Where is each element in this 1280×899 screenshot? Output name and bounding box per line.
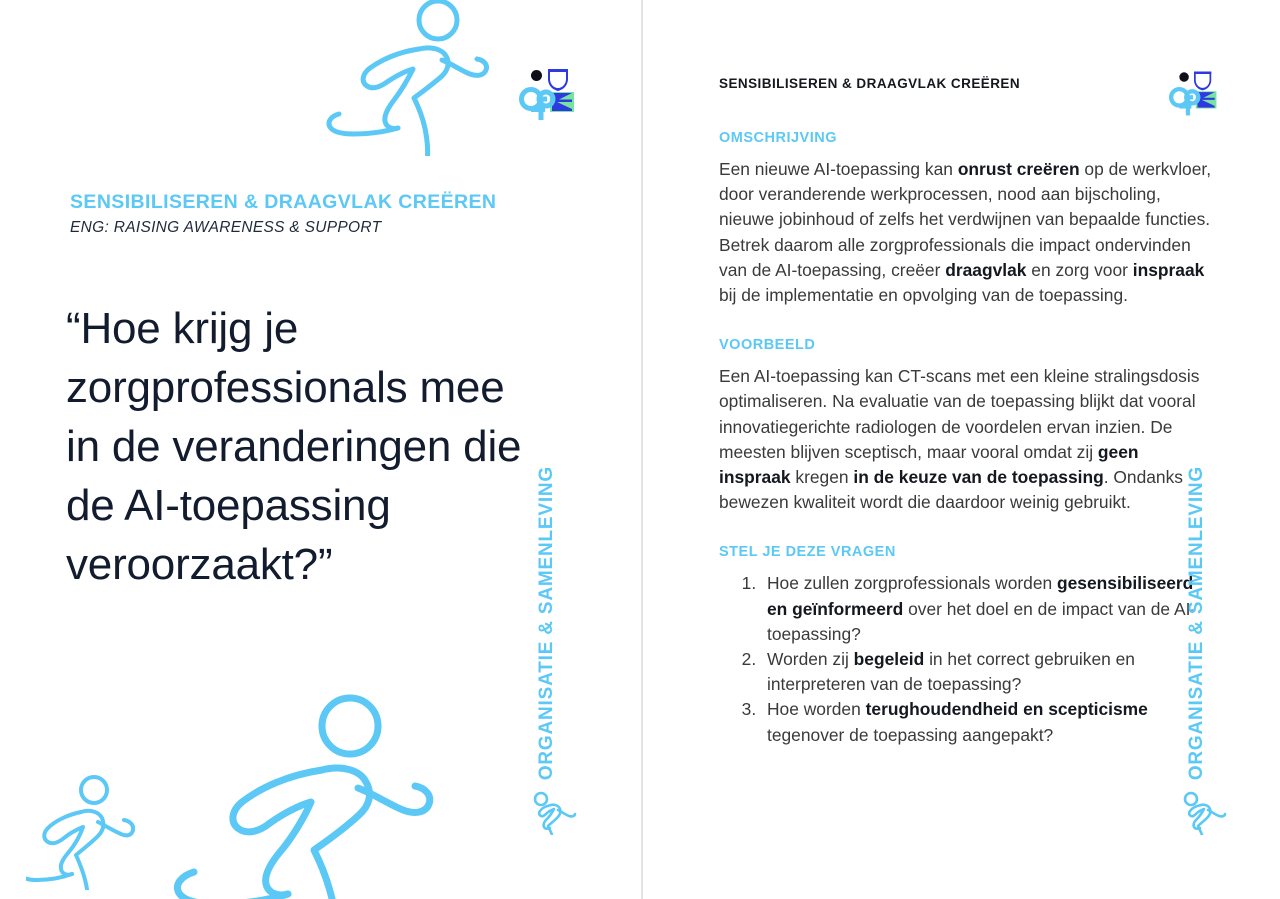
right-page [643,0,1280,899]
left-page-quote: “Hoe krijg je zorgprofessionals mee in de veranderingen die de AI-toepassing veroorzaakt?” [66,304,522,589]
right-page-content [719,130,1214,748]
running-figure-large-icon [170,690,460,899]
side-running-figure-icon-left [531,789,577,840]
section-heading-voorbeeld: VOORBEELD [719,337,816,354]
list-item: 1. Hoe zullen zorgprofessionals worden gesensibiliseerd en geïnformeerd over het doel en de impact van de AI-toepassing? [761,571,1214,647]
left-page-kicker: SENSIBILISEREN & DRAAGVLAK CREËREN [70,191,497,213]
side-label-left: ORGANISATIE & SAMENLEVING [536,466,557,781]
section-paragraph-voorbeeld: Een AI-toepassing kan CT-scans met een kleine stralingsdosis optimaliseren. Na evaluatie van de toepassing blijkt dat vooral innovatiegerichte radiologen de voordelen ervan inzien. De meesten blijven sceptisch, maar vooral omdat zij geen inspraak kregen in de keuze van de toepassing. Ondanks bewezen kwaliteit wordt die daardoor weinig gebruikt. [719,366,1200,513]
dm-logo [519,66,577,127]
right-page-title: SENSIBILISEREN & DRAAGVLAK CREËREN [719,76,1021,91]
page-divider [641,0,643,899]
left-page-subtitle: ENG: RAISING AWARENESS & SUPPORT [70,219,382,236]
section-heading-omschrijving: OMSCHRIJVING [719,130,837,146]
running-figure-small-icon [26,770,136,890]
list-item: 2. Worden zij begeleid in het correct gebruiken en interpreteren van de toepassing? [761,647,1214,697]
side-running-figure-icon-right [1181,789,1227,840]
section-paragraph-omschrijving: Een nieuwe AI-toepassing kan onrust creëren op de werkvloer, door veranderende werkprocessen, nood aan bijscholing, nieuwe jobinhoud of zelfs het verdwijnen van bepaalde functies. Betrek daarom alle zorgprofessionals die impact ondervinden van de AI-toepassing, creëer draagvlak en zorg voor inspraak bij de implementatie en opvolging van de toepassing. [719,159,1212,306]
questions-list [719,571,1214,747]
dm-logo-right [1169,68,1219,123]
running-figure-icon [318,0,518,156]
list-item: 3. Hoe worden terughoudendheid en scepticisme tegenover de toepassing aangepakt? [761,697,1214,747]
side-label-right: ORGANISATIE & SAMENLEVING [1186,466,1207,781]
section-heading-vragen: STEL JE DEZE VRAGEN [719,544,896,561]
